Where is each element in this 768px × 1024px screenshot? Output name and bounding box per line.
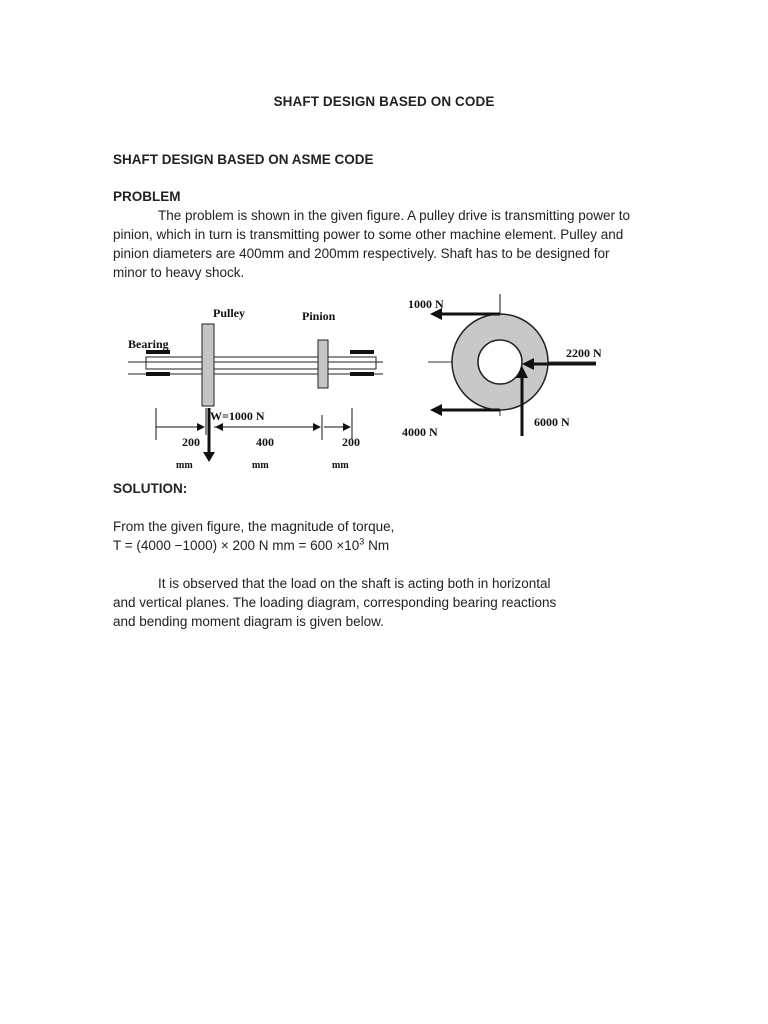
observation-line: It is observed that the load on the shaft is acting both in horizontal: [158, 576, 551, 591]
torque-paragraph: [113, 517, 658, 555]
bearing-right: [350, 350, 374, 376]
pulley-label: Pulley: [213, 306, 245, 320]
dim-label-2: 400: [256, 435, 274, 449]
page-title: SHAFT DESIGN BASED ON CODE: [273, 94, 495, 109]
section-heading: SHAFT DESIGN BASED ON ASME CODE: [113, 152, 374, 167]
pulley-disc: [202, 324, 214, 406]
force-1000-label: 1000 N: [408, 297, 444, 311]
problem-line: pinion, which in turn is transmitting power to some other machine element. Pulley and: [113, 227, 624, 242]
solution-heading: SOLUTION:: [113, 481, 188, 496]
problem-line: The problem is shown in the given figure. A pulley drive is transmitting power to: [158, 208, 630, 223]
shaft: [128, 357, 383, 374]
force-2200-label: 2200 N: [566, 346, 602, 360]
problem-line: pinion diameters are 400mm and 200mm respectively. Shaft has to be designed for: [113, 246, 610, 261]
pinion-label: Pinion: [302, 309, 336, 323]
observation-paragraph: [113, 574, 658, 631]
dim-unit-2: mm: [252, 460, 269, 471]
shaft-figure: [118, 290, 618, 475]
dim-label-3: 200: [342, 435, 360, 449]
problem-heading: PROBLEM: [113, 189, 181, 204]
pulley-bore: [478, 340, 522, 384]
bearing-left: [146, 350, 170, 376]
problem-line: minor to heavy shock.: [113, 265, 245, 280]
weight-arrowhead: [203, 452, 215, 462]
force-4000-arrowhead: [430, 404, 442, 416]
problem-paragraph: [113, 206, 658, 282]
torque-equation: T = (4000 −1000) × 200 N mm = $600 \times 10^3$ Nm: [113, 536, 390, 553]
bearing-label: Bearing: [128, 337, 169, 351]
solution-line: From the given figure, the magnitude of torque,: [113, 519, 395, 534]
observation-line: and bending moment diagram is given below.: [113, 614, 384, 629]
observation-line: and vertical planes. The loading diagram, corresponding bearing reactions: [113, 595, 557, 610]
dim-unit-3: mm: [332, 460, 349, 471]
dim-label-1: 200: [182, 435, 200, 449]
pinion-disc: [318, 340, 328, 388]
force-6000-label: 6000 N: [534, 415, 570, 429]
dim-unit-1: mm: [176, 460, 193, 471]
force-4000-label: 4000 N: [402, 425, 438, 439]
weight-label: W=1000 N: [210, 409, 265, 423]
